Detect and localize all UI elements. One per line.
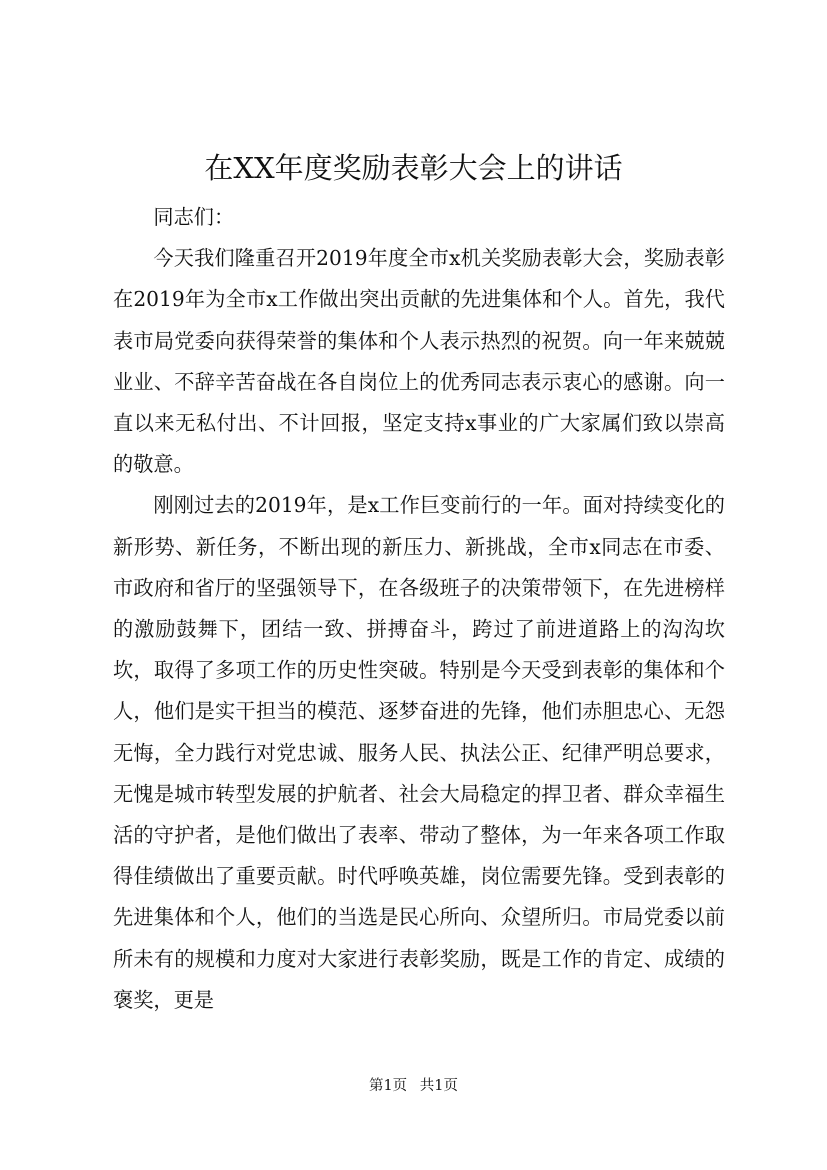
document-body xyxy=(113,197,725,1021)
page-total: 共1页 xyxy=(419,1078,459,1094)
paragraph: 今天我们隆重召开2019年度全市x机关奖励表彰大会，奖励表彰在2019年为全市x工作做出突出贡献的先进集体和个人。首先，我代表市局党委向获得荣誉的集体和个人表示热烈的祝贺。向一年来兢兢业业、不辞辛苦奋战在各自岗位上的优秀同志表示衷心的感谢。向一直以来无私付出、不计回报，坚定支持x事业的广大家属们致以崇高的敬意。 xyxy=(113,246,725,477)
document-title: 在XX年度奖励表彰大会上的讲话 xyxy=(204,151,623,185)
paragraph: 刚刚过去的2019年，是x工作巨变前行的一年。面对持续变化的新形势、新任务，不断出现的新压力、新挑战，全市x同志在市委、市政府和省厅的坚强领导下，在各级班子的决策带领下，在先进榜样的激励鼓舞下，团结一致、拼搏奋斗，跨过了前进道路上的沟沟坎坎，取得了多项工作的历史性突破。特别是今天受到表彰的集体和个人，他们是实干担当的模范、逐梦奋进的先锋，他们赤胆忠心、无怨无悔，全力践行对党忠诚、服务人民、执法公正、纪律严明总要求，无愧是城市转型发展的护航者、社会大局稳定的捍卫者、群众幸福生活的守护者，是他们做出了表率、带动了整体，为一年来各项工作取得佳绩做出了重要贡献。时代呼唤英雄，岗位需要先锋。受到表彰的先进集体和个人，他们的当选是民心所向、众望所归。市局党委以前所未有的规模和力度对大家进行表彰奖励，既是工作的肯定、成绩的褒奖，更是 xyxy=(113,493,725,1012)
salutation: 同志们： xyxy=(153,205,235,229)
page-number: 第1页 xyxy=(368,1078,408,1094)
page-footer xyxy=(0,1076,827,1096)
